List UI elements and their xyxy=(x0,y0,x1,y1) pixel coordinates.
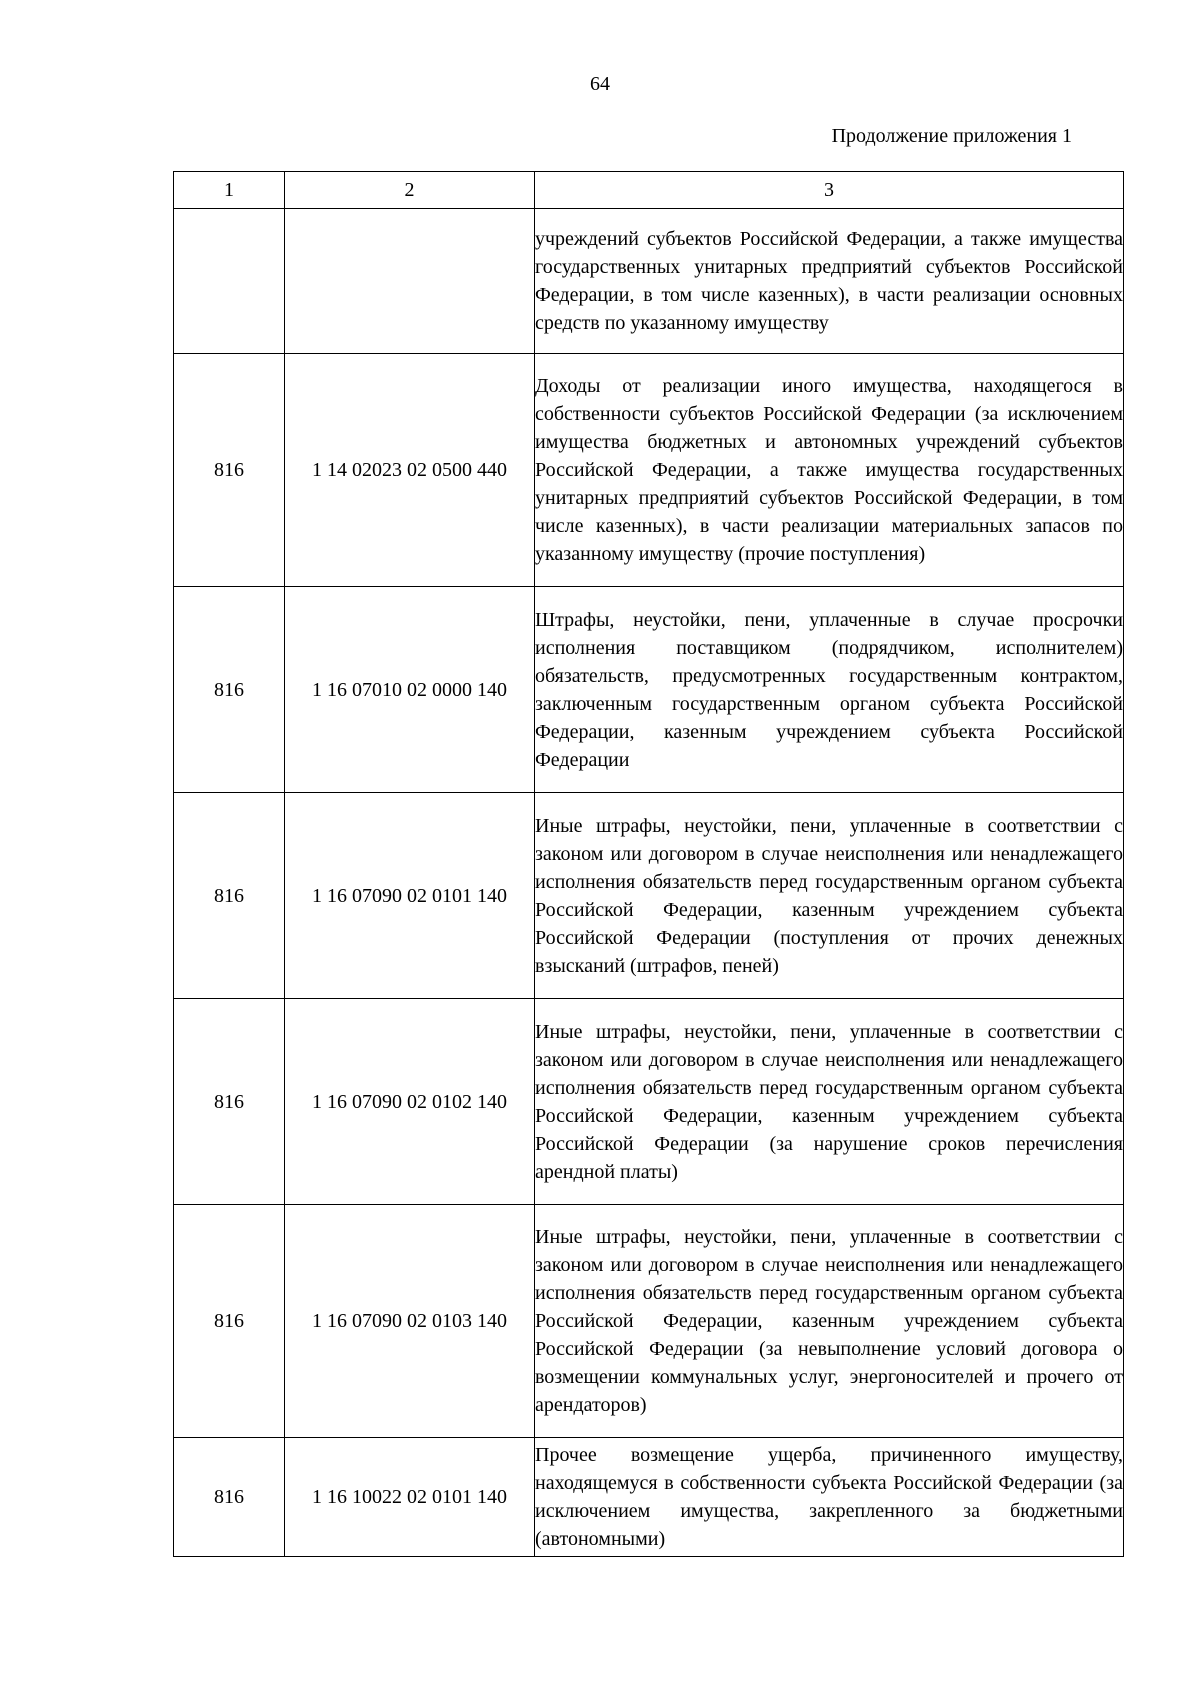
budget-code-cell: 1 16 07090 02 0102 140 xyxy=(285,999,535,1205)
table-row xyxy=(174,354,1124,587)
budget-code-cell xyxy=(285,209,535,354)
admin-code-cell: 816 xyxy=(174,1205,285,1438)
description-cell xyxy=(535,1438,1124,1557)
table-row xyxy=(174,1438,1124,1557)
description-cell xyxy=(535,209,1124,354)
column-header-1: 1 xyxy=(174,172,285,209)
admin-code-cell: 816 xyxy=(174,999,285,1205)
admin-code-cell xyxy=(174,209,285,354)
budget-code-cell: 1 16 10022 02 0101 140 xyxy=(285,1438,535,1557)
table-row xyxy=(174,1205,1124,1438)
description-text: Иные штрафы, неустойки, пени, уплаченные в соответствии с законом или договором в случае неисполнения или ненадлежащего исполнения обязательств перед государственным органом субъекта Российской Федерации, казенным учреждением субъекта Российской Федерации (за невыполнение условий договора о возмещении коммунальных услуг, энергоносителей и прочего от арендаторов) xyxy=(535,1226,1123,1416)
description-text: учреждений субъектов Российской Федерации, а также имущества государственных унитарных предприятий субъектов Российской Федерации, в том числе казенных), в части реализации основных средств по указанному имуществу xyxy=(535,228,1123,334)
table-row xyxy=(174,999,1124,1205)
description-cell xyxy=(535,1205,1124,1438)
description-cell xyxy=(535,793,1124,999)
table-row xyxy=(174,587,1124,793)
description-cell xyxy=(535,999,1124,1205)
description-cell xyxy=(535,354,1124,587)
column-header-2: 2 xyxy=(285,172,535,209)
description-text: Прочее возмещение ущерба, причиненного имуществу, находящемуся в собственности субъекта Российской Федерации (за исключением имущества, закрепленного за бюджетными (автономными) xyxy=(535,1444,1123,1550)
admin-code-cell: 816 xyxy=(174,793,285,999)
budget-code-cell: 1 16 07010 02 0000 140 xyxy=(285,587,535,793)
budget-code-cell: 1 14 02023 02 0500 440 xyxy=(285,354,535,587)
table-header-row xyxy=(174,172,1124,209)
admin-code-cell: 816 xyxy=(174,587,285,793)
table-row xyxy=(174,793,1124,999)
revenue-codes-table xyxy=(173,171,1124,1557)
admin-code-cell: 816 xyxy=(174,354,285,587)
description-text: Штрафы, неустойки, пени, уплаченные в случае просрочки исполнения поставщиком (подрядчиком, исполнителем) обязательств, предусмотренных государственным контрактом, заключенным государственным органом субъекта Российской Федерации, казенным учреждением субъекта Российской Федерации xyxy=(535,608,1123,771)
budget-code-cell: 1 16 07090 02 0101 140 xyxy=(285,793,535,999)
description-text: Доходы от реализации иного имущества, находящегося в собственности субъектов Российской Федерации (за исключением имущества бюджетных и автономных учреждений субъектов Российской Федерации, а также имущества государственных унитарных предприятий субъектов Российской Федерации, в том числе казенных), в части реализации материальных запасов по указанному имуществу (прочие поступления) xyxy=(535,375,1123,565)
page-number: 64 xyxy=(590,73,610,95)
budget-code-cell: 1 16 07090 02 0103 140 xyxy=(285,1205,535,1438)
description-text: Иные штрафы, неустойки, пени, уплаченные в соответствии с законом или договором в случае неисполнения или ненадлежащего исполнения обязательств перед государственным органом субъекта Российской Федерации, казенным учреждением субъекта Российской Федерации (за нарушение сроков перечисления арендной платы) xyxy=(535,1020,1123,1183)
table-row xyxy=(174,209,1124,354)
admin-code-cell: 816 xyxy=(174,1438,285,1557)
appendix-continuation-label: Продолжение приложения 1 xyxy=(831,125,1072,147)
column-header-3: 3 xyxy=(535,172,1124,209)
description-text: Иные штрафы, неустойки, пени, уплаченные в соответствии с законом или договором в случае неисполнения или ненадлежащего исполнения обязательств перед государственным органом субъекта Российской Федерации, казенным учреждением субъекта Российской Федерации (поступления от прочих денежных взысканий (штрафов, пеней) xyxy=(535,814,1123,977)
description-cell xyxy=(535,587,1124,793)
